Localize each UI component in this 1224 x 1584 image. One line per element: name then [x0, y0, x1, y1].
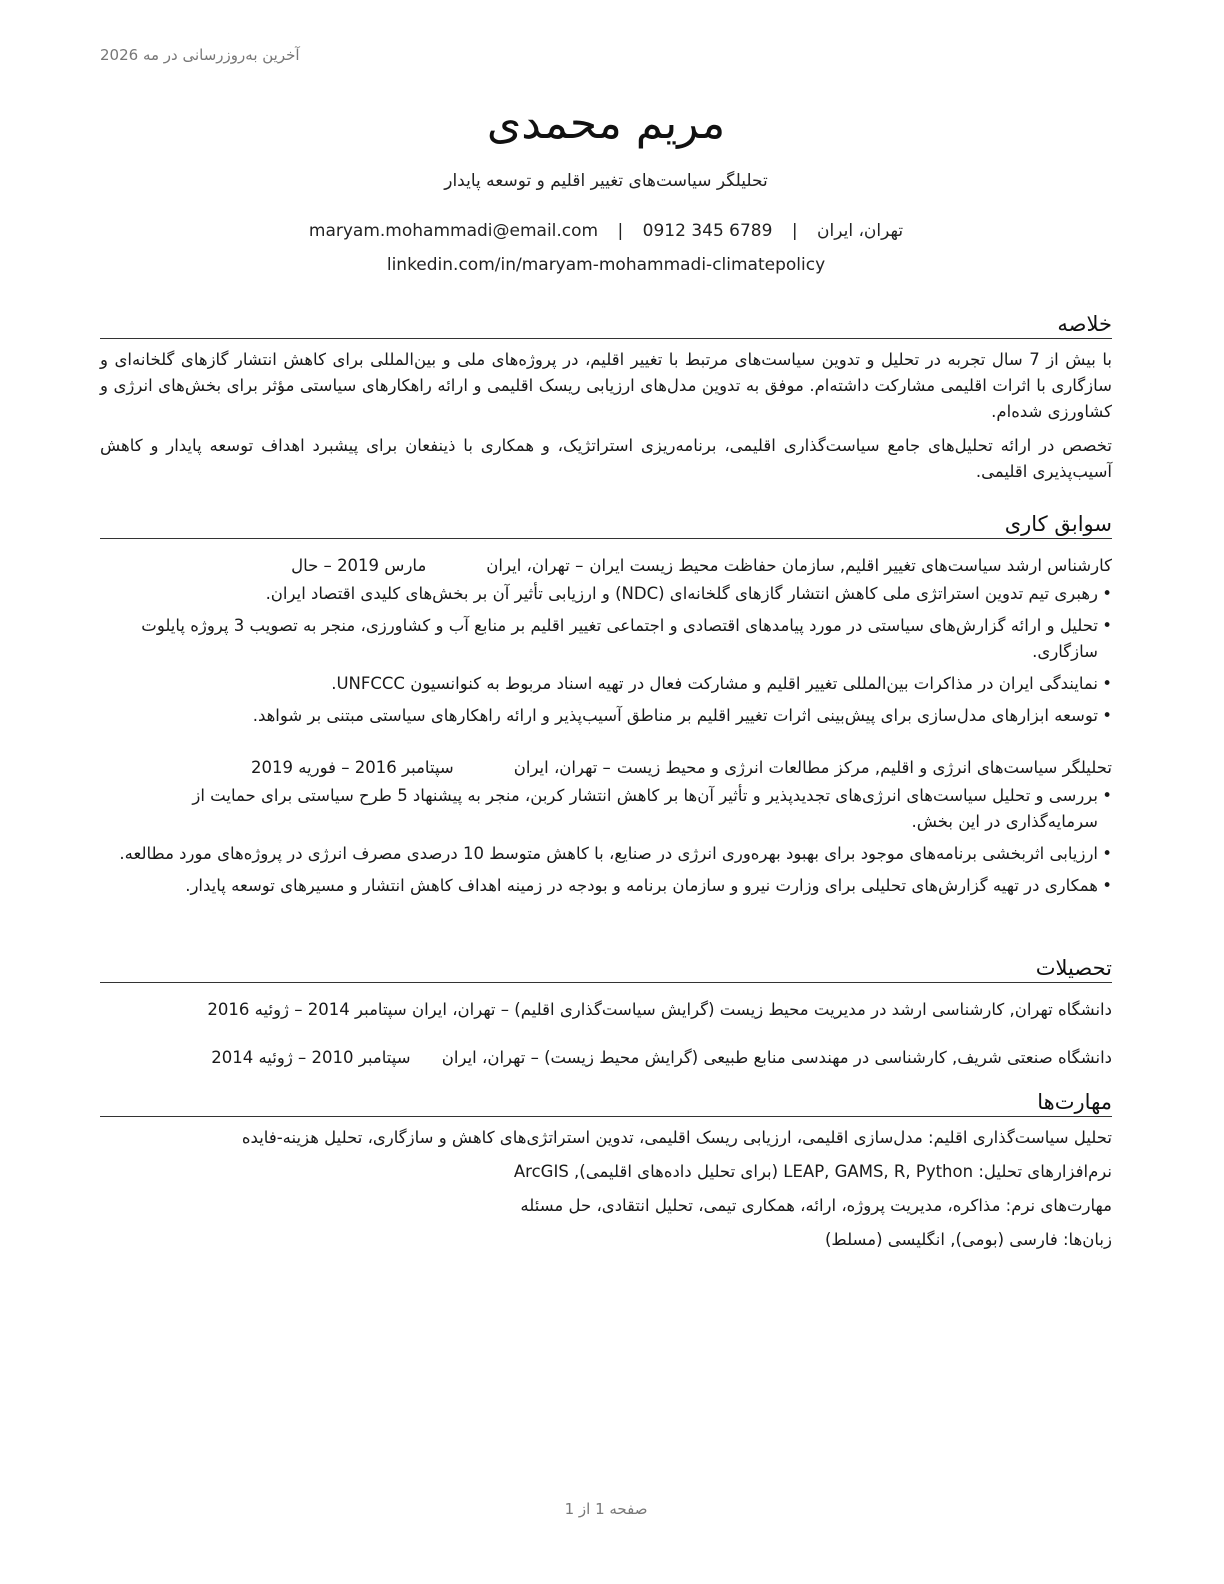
- job-location: – تهران، ایران: [486, 556, 584, 575]
- contact-location: تهران، ایران: [817, 221, 904, 241]
- job-bullet: • تحلیل و ارائه گزارش‌های سیاستی در مورد پیامدهای اقتصادی و اجتماعی تغییر اقلیم بر منابع آب و کشاورزی، منجر به تصویب 3 پروژه پایلوت سازگاری.: [100, 613, 1112, 665]
- candidate-name: مریم محمدی: [486, 98, 726, 149]
- page-indicator: صفحه 1 از 1: [564, 1500, 648, 1518]
- section-heading-education: تحصیلات: [100, 954, 1112, 983]
- job-bullet: • همکاری در تهیه گزارش‌های تحلیلی برای وزارت نیرو و سازمان برنامه و بودجه در زمینه اهداف کاهش انتشار و مسیرهای توسعه پایدار.: [100, 873, 1112, 899]
- experience-section: [100, 510, 1112, 905]
- summary-section: [100, 310, 1112, 485]
- job-role: تحلیلگر سیاست‌های انرژی و اقلیم, مرکز مطالعات انرژی و محیط زیست: [616, 758, 1112, 777]
- resume-header: [100, 96, 1112, 278]
- contact-linkedin[interactable]: linkedin.com/in/maryam-mohammadi-climatepolicy: [386, 255, 826, 275]
- education-item: دانشگاه تهران, کارشناسی ارشد در مدیریت محیط زیست (گرایش سیاست‌گذاری اقلیم) – تهران، ایران سپتامبر 2014 – ژوئیه 2016: [207, 1000, 1112, 1019]
- job-entry: [100, 553, 1112, 729]
- section-heading-experience: سوابق کاری: [100, 510, 1112, 539]
- job-entry: [100, 755, 1112, 899]
- section-heading-summary: خلاصه: [100, 310, 1112, 339]
- job-bullets: [100, 783, 1112, 899]
- education-item: [100, 1045, 1112, 1071]
- job-bullet: • نمایندگی ایران در مذاکرات بین‌المللی تغییر اقلیم و مشارکت فعال در تهیه اسناد مربوط به کنوانسیون UNFCCC.: [100, 671, 1112, 697]
- education-dates: سپتامبر 2010 – ژوئیه 2014: [211, 1048, 411, 1067]
- education-details: دانشگاه صنعتی شریف, کارشناسی در مهندسی منابع طبیعی (گرایش محیط زیست) – تهران، ایران: [441, 1048, 1112, 1067]
- job-bullet: • رهبری تیم تدوین استراتژی ملی کاهش انتشار گازهای گلخانه‌ای (NDC) و ارزیابی تأثیر آن بر بخش‌های کلیدی اقتصاد ایران.: [100, 581, 1112, 607]
- candidate-title: تحلیلگر سیاست‌های تغییر اقلیم و توسعه پایدار: [444, 171, 768, 191]
- job-header: [100, 755, 1112, 781]
- education-section: [100, 954, 1112, 1071]
- contact-email[interactable]: maryam.mohammadi@email.com: [308, 221, 599, 241]
- skill-row: تحلیل سیاست‌گذاری اقلیم: مدل‌سازی اقلیمی، ارزیابی ریسک اقلیمی، تدوین استراتژی‌های کاهش و سازگاری، تحلیل هزینه-فایده: [241, 1128, 1112, 1147]
- skill-row: زبان‌ها: فارسی (بومی), انگلیسی (مسلط): [824, 1230, 1112, 1249]
- contact-separator: |: [791, 221, 798, 241]
- last-updated-note: آخرین به‌روزرسانی در مه 2026: [100, 46, 300, 64]
- summary-paragraph: با بیش از 7 سال تجربه در تحلیل و تدوین سیاست‌های مرتبط با تغییر اقلیم، در پروژه‌های ملی و بین‌المللی برای کاهش انتشار گازهای گلخانه‌ای و سازگاری با اثرات اقلیمی مشارکت داشته‌ام. موفق به تدوین مدل‌های ارزیابی ریسک اقلیمی و ارائه راهکارهای سیاستی مؤثر برای بخش‌های انرژی و کشاورزی شده‌ام.: [100, 350, 1113, 421]
- job-bullet: • بررسی و تحلیل سیاست‌های انرژی‌های تجدیدپذیر و تأثیر آن‌ها بر کاهش انتشار کربن، منجر به پیشنهاد 5 طرح سیاستی برای حمایت از سرمایه‌گذاری در این بخش.: [100, 783, 1112, 835]
- skill-row: مهارت‌های نرم: مذاکره، مدیریت پروژه، ارائه، همکاری تیمی، تحلیل انتقادی، حل مسئله: [520, 1196, 1112, 1215]
- section-heading-skills: مهارت‌ها: [100, 1088, 1112, 1117]
- contact-line: [100, 218, 1112, 244]
- job-header: [100, 553, 1112, 579]
- job-location: – تهران، ایران: [513, 758, 611, 777]
- contact-separator: |: [617, 221, 624, 241]
- resume-page: [100, 0, 1112, 1584]
- job-bullets: [100, 581, 1112, 729]
- job-dates: سپتامبر 2016 – فوریه 2019: [250, 758, 454, 777]
- job-dates: مارس 2019 – حال: [291, 556, 427, 575]
- job-role: کارشناس ارشد سیاست‌های تغییر اقلیم, سازمان حفاظت محیط زیست ایران: [589, 556, 1112, 575]
- summary-paragraph: تخصص در ارائه تحلیل‌های جامع سیاست‌گذاری اقلیمی، برنامه‌ریزی استراتژیک، و همکاری با ذینفعان برای پیشبرد اهداف توسعه پایدار و کاهش آسیب‌پذیری اقلیمی.: [100, 436, 1112, 481]
- job-bullet: • ارزیابی اثربخشی برنامه‌های موجود برای بهبود بهره‌وری انرژی در صنایع، با کاهش متوسط 10 درصدی مصرف انرژی در پروژه‌های مورد مطالعه.: [100, 841, 1112, 867]
- skills-section: [100, 1088, 1112, 1253]
- contact-phone: 0912 345 6789: [642, 221, 773, 241]
- skill-row: نرم‌افزارهای تحلیل: LEAP, GAMS, R, Python (برای تحلیل داده‌های اقلیمی), ArcGIS: [513, 1162, 1112, 1181]
- job-bullet: • توسعه ابزارهای مدل‌سازی برای پیش‌بینی اثرات تغییر اقلیم بر مناطق آسیب‌پذیر و ارائه راهکارهای سیاستی مبتنی بر شواهد.: [100, 703, 1112, 729]
